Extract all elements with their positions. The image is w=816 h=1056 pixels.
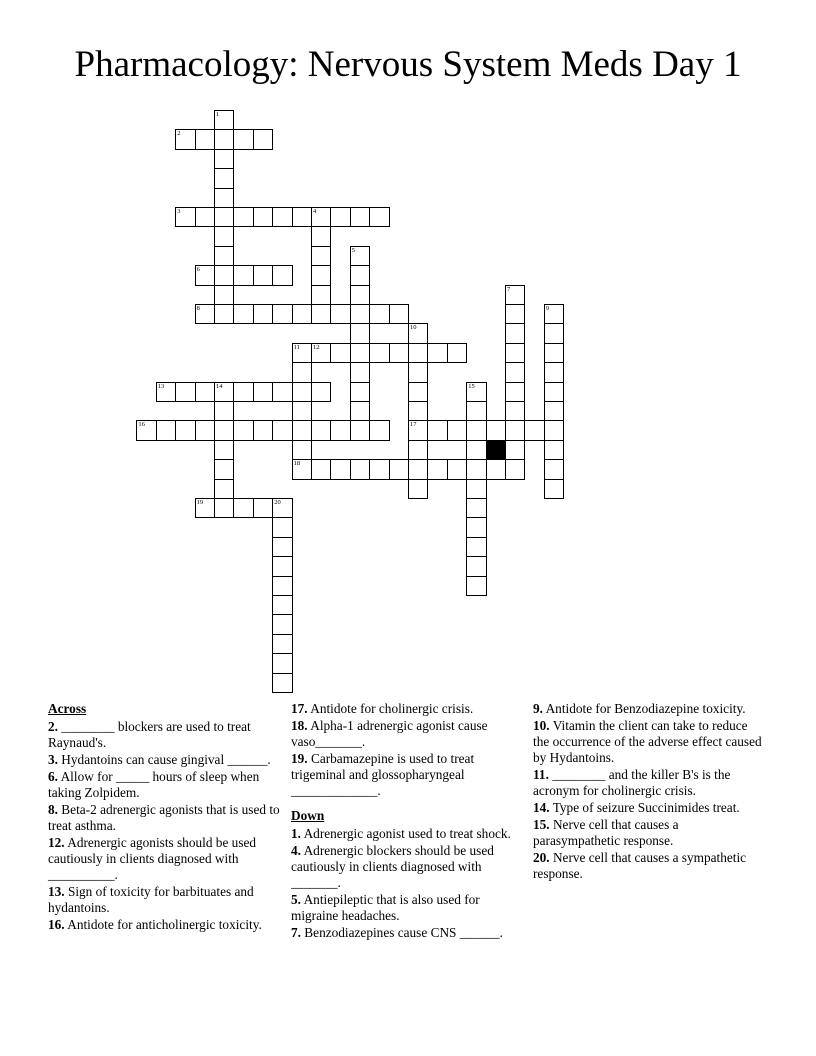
grid-cell[interactable]	[369, 459, 389, 479]
grid-cell[interactable]	[369, 207, 389, 227]
grid-cell[interactable]	[408, 401, 428, 421]
clue-number-label: 7.	[291, 925, 301, 940]
clue-number: 5	[351, 246, 356, 254]
clue-text: Nerve cell that causes a sympathetic response.	[533, 850, 747, 881]
across-header: Across	[48, 701, 87, 716]
across-clue	[48, 752, 280, 768]
clue-number-label: 9.	[533, 701, 543, 716]
grid-cell[interactable]	[233, 129, 253, 149]
grid-cell[interactable]	[505, 401, 525, 421]
clue-text: Benzodiazepines cause CNS ______.	[300, 925, 503, 940]
grid-cell[interactable]	[214, 207, 234, 227]
clue-number-label: 18.	[291, 718, 308, 733]
across-clue	[48, 769, 280, 801]
down-clue	[533, 701, 765, 717]
across-clue	[48, 835, 280, 883]
down-clue	[291, 925, 523, 941]
down-clue	[533, 767, 765, 799]
clue-number: 3	[177, 208, 181, 215]
grid-cell[interactable]	[447, 459, 467, 479]
across-clue	[291, 718, 523, 750]
grid-cell[interactable]	[214, 168, 234, 188]
grid-cell[interactable]	[544, 479, 564, 499]
clue-number-label: 16.	[48, 917, 65, 932]
grid-cell[interactable]	[253, 207, 273, 227]
grid-cell[interactable]	[214, 246, 234, 266]
clue-number-label: 17.	[291, 701, 308, 716]
down-clue	[533, 850, 765, 882]
grid-cell[interactable]	[369, 343, 389, 363]
grid-cell[interactable]	[175, 420, 195, 440]
clue-number: 4	[313, 208, 317, 215]
clue-number-label: 19.	[291, 751, 308, 766]
grid-cell[interactable]	[214, 285, 234, 305]
grid-cell[interactable]	[272, 576, 292, 596]
grid-cell[interactable]	[233, 265, 253, 285]
clue-text: Allow for _____ hours of sleep when taking Zolpidem.	[48, 769, 260, 800]
clue-number: 16	[138, 421, 145, 429]
grid-cell[interactable]	[233, 207, 253, 227]
clue-number: 20	[274, 499, 281, 506]
clue-number: 1	[216, 111, 220, 118]
grid-cell[interactable]	[195, 420, 215, 440]
grid-cell[interactable]	[544, 382, 564, 402]
grid-cell[interactable]	[292, 362, 312, 382]
grid-cell[interactable]	[311, 304, 331, 324]
grid-cell[interactable]	[544, 459, 564, 479]
grid-cell[interactable]	[292, 304, 312, 324]
grid-cell[interactable]	[253, 304, 273, 324]
grid-cell[interactable]	[214, 265, 234, 285]
clue-number: 17	[410, 421, 417, 429]
grid-cell[interactable]	[408, 459, 428, 479]
clues-column-1	[48, 701, 280, 934]
clue-number-label: 1.	[291, 826, 301, 841]
down-clue	[533, 718, 765, 766]
grid-cell[interactable]	[408, 479, 428, 499]
grid-cell[interactable]	[292, 343, 312, 363]
grid-cell[interactable]	[292, 401, 312, 421]
grid-cell[interactable]	[175, 129, 195, 149]
grid-cell[interactable]	[544, 440, 564, 460]
grid-cell[interactable]	[505, 285, 525, 305]
grid-cell[interactable]	[369, 420, 389, 440]
clue-number-label: 20.	[533, 850, 550, 865]
grid-cell[interactable]	[253, 420, 273, 440]
clue-text: ________ blockers are used to treat Raynaud's.	[48, 719, 251, 750]
grid-cell[interactable]	[466, 420, 486, 440]
grid-cell[interactable]	[311, 285, 331, 305]
clue-text: ________ and the killer B's is the acronym for cholinergic crisis.	[533, 767, 731, 798]
grid-cell[interactable]	[350, 420, 370, 440]
across-clue	[291, 701, 523, 717]
grid-cell[interactable]	[408, 440, 428, 460]
grid-cell[interactable]	[505, 440, 525, 460]
grid-cell[interactable]	[311, 246, 331, 266]
grid-cell[interactable]	[272, 595, 292, 615]
across-clue	[48, 884, 280, 916]
grid-cell[interactable]	[350, 382, 370, 402]
grid-cell[interactable]	[214, 304, 234, 324]
grid-cell[interactable]	[486, 420, 506, 440]
grid-cell[interactable]	[544, 304, 564, 324]
grid-cell[interactable]	[214, 479, 234, 499]
clue-text: Antidote for Benzodiazepine toxicity.	[542, 701, 746, 716]
grid-cell[interactable]	[195, 382, 215, 402]
grid-cell[interactable]	[253, 129, 273, 149]
clue-number: 6	[196, 266, 200, 274]
clue-number: 8	[196, 305, 200, 312]
grid-cell[interactable]	[544, 420, 564, 440]
grid-cell[interactable]	[272, 498, 292, 518]
clue-number-label: 12.	[48, 835, 65, 850]
grid-cell[interactable]	[272, 420, 292, 440]
clue-text: Type of seizure Succinimides treat.	[549, 800, 740, 815]
grid-cell[interactable]	[292, 440, 312, 460]
grid-cell[interactable]	[272, 304, 292, 324]
grid-cell[interactable]	[544, 323, 564, 343]
grid-cell[interactable]	[272, 537, 292, 557]
grid-cell[interactable]	[505, 459, 525, 479]
grid-cell[interactable]	[466, 537, 486, 557]
grid-cell[interactable]	[272, 556, 292, 576]
grid-cell[interactable]	[214, 226, 234, 246]
clue-number-label: 11.	[533, 767, 549, 782]
grid-cell[interactable]	[447, 343, 467, 363]
grid-cell[interactable]	[233, 382, 253, 402]
clue-number-label: 5.	[291, 892, 301, 907]
clues-column-2	[291, 701, 523, 942]
grid-cell[interactable]	[350, 459, 370, 479]
grid-cell[interactable]	[505, 382, 525, 402]
grid-cell[interactable]	[330, 304, 350, 324]
clue-number-label: 13.	[48, 884, 65, 899]
clue-number-label: 6.	[48, 769, 58, 784]
clue-number: 13	[157, 382, 165, 390]
grid-cell[interactable]	[311, 226, 331, 246]
grid-cell[interactable]	[214, 440, 234, 460]
grid-cell[interactable]	[466, 459, 486, 479]
grid-cell[interactable]	[214, 498, 234, 518]
grid-cell[interactable]	[408, 343, 428, 363]
clue-number: 9	[545, 305, 550, 312]
grid-cell[interactable]	[214, 459, 234, 479]
grid-cell[interactable]	[486, 459, 506, 479]
grid-cell[interactable]	[350, 304, 370, 324]
grid-cell[interactable]	[466, 382, 486, 402]
clue-text: Adrenergic blockers should be used cautiously in clients diagnosed with _______.	[291, 843, 494, 890]
clue-text: Nerve cell that causes a parasympathetic response.	[533, 817, 679, 848]
clue-text: Antidote for anticholinergic toxicity.	[64, 917, 262, 932]
clue-number: 18	[293, 460, 301, 468]
grid-cell[interactable]	[330, 207, 350, 227]
grid-cell[interactable]	[272, 265, 292, 285]
grid-cell[interactable]	[330, 343, 350, 363]
grid-cell[interactable]	[505, 323, 525, 343]
grid-cell[interactable]	[272, 382, 292, 402]
grid-cell[interactable]	[253, 498, 273, 518]
clue-text: Alpha-1 adrenergic agonist cause vaso_______.	[291, 718, 488, 749]
grid-cell[interactable]	[156, 382, 176, 402]
grid-cell[interactable]	[505, 362, 525, 382]
grid-cell[interactable]	[505, 420, 525, 440]
clue-text: Adrenergic agonists should be used cautiously in clients diagnosed with __________.	[48, 835, 257, 882]
grid-cell[interactable]	[427, 343, 447, 363]
grid-cell[interactable]	[544, 343, 564, 363]
across-clue	[48, 719, 280, 751]
grid-cell[interactable]	[427, 459, 447, 479]
grid-cell[interactable]	[272, 634, 292, 654]
down-clue	[291, 892, 523, 924]
grid-cell[interactable]	[311, 459, 331, 479]
grid-cell[interactable]	[408, 323, 428, 343]
grid-cell[interactable]	[272, 673, 292, 693]
grid-cell[interactable]	[253, 265, 273, 285]
grid-cell[interactable]	[350, 285, 370, 305]
grid-cell[interactable]	[350, 343, 370, 363]
grid-cell[interactable]	[466, 401, 486, 421]
grid-cell[interactable]	[389, 459, 409, 479]
grid-cell[interactable]	[214, 420, 234, 440]
grid-cell[interactable]	[466, 440, 486, 460]
grid-cell[interactable]	[447, 420, 467, 440]
grid-cell[interactable]	[272, 517, 292, 537]
clue-number-label: 14.	[533, 800, 550, 815]
grid-cell[interactable]	[214, 382, 234, 402]
grid-cell[interactable]	[466, 576, 486, 596]
grid-cell[interactable]	[195, 265, 215, 285]
grid-cell[interactable]	[292, 207, 312, 227]
grid-cell[interactable]	[233, 498, 253, 518]
grid-cell[interactable]	[466, 479, 486, 499]
grid-cell[interactable]	[544, 362, 564, 382]
grid-cell[interactable]	[195, 207, 215, 227]
grid-cell[interactable]	[350, 323, 370, 343]
grid-cell[interactable]	[195, 129, 215, 149]
clue-number-label: 4.	[291, 843, 301, 858]
grid-cell[interactable]	[408, 420, 428, 440]
page-title: Pharmacology: Nervous System Meds Day 1	[74, 44, 742, 85]
grid-cell[interactable]	[350, 207, 370, 227]
grid-cell[interactable]	[214, 129, 234, 149]
black-square	[486, 440, 506, 460]
clue-text: Antiepileptic that is also used for migraine headaches.	[291, 892, 480, 923]
grid-cell[interactable]	[233, 304, 253, 324]
grid-cell[interactable]	[466, 498, 486, 518]
grid-cell[interactable]	[505, 343, 525, 363]
grid-cell[interactable]	[311, 265, 331, 285]
grid-cell[interactable]	[292, 459, 312, 479]
grid-cell[interactable]	[195, 498, 215, 518]
clue-number-label: 10.	[533, 718, 550, 733]
grid-cell[interactable]	[408, 362, 428, 382]
grid-cell[interactable]	[389, 304, 409, 324]
grid-cell[interactable]	[272, 614, 292, 634]
down-clue	[533, 800, 765, 816]
grid-cell[interactable]	[466, 556, 486, 576]
grid-cell[interactable]	[350, 246, 370, 266]
grid-cell[interactable]	[466, 517, 486, 537]
clue-text: Carbamazepine is used to treat trigeminal and glossopharyngeal _____________.	[291, 751, 475, 798]
clue-number-label: 15.	[533, 817, 550, 832]
across-clue	[48, 917, 280, 933]
clue-text: Vitamin the client can take to reduce the occurrence of the adverse effect caused by Hydantoins.	[533, 718, 762, 765]
grid-cell[interactable]	[233, 420, 253, 440]
down-header: Down	[291, 808, 325, 823]
clue-number: 10	[410, 324, 417, 332]
clue-number: 12	[313, 343, 320, 351]
grid-cell[interactable]	[214, 401, 234, 421]
down-clue	[291, 826, 523, 842]
clue-text: Antidote for cholinergic crisis.	[307, 701, 474, 716]
grid-cell[interactable]	[253, 382, 273, 402]
clue-number-label: 8.	[48, 802, 58, 817]
grid-cell[interactable]	[311, 343, 331, 363]
clue-number: 19	[196, 499, 204, 506]
down-clue	[533, 817, 765, 849]
grid-cell[interactable]	[311, 420, 331, 440]
clue-number: 14	[216, 382, 223, 390]
grid-cell[interactable]	[350, 362, 370, 382]
clue-text: Adrenergic agonist used to treat shock.	[300, 826, 511, 841]
grid-cell[interactable]	[214, 110, 234, 130]
clue-number-label: 3.	[48, 752, 58, 767]
clue-text: Beta-2 adrenergic agonists that is used to treat asthma.	[48, 802, 280, 833]
grid-cell[interactable]	[369, 304, 389, 324]
clue-text: Hydantoins can cause gingival ______.	[57, 752, 271, 767]
grid-cell[interactable]	[408, 382, 428, 402]
down-clue	[291, 843, 523, 891]
grid-cell[interactable]	[350, 265, 370, 285]
clue-number-label: 2.	[48, 719, 58, 734]
grid-cell[interactable]	[272, 207, 292, 227]
clue-number: 15	[468, 382, 475, 390]
grid-cell[interactable]	[330, 459, 350, 479]
grid-cell[interactable]	[389, 343, 409, 363]
grid-cell[interactable]	[292, 382, 312, 402]
grid-cell[interactable]	[175, 207, 195, 227]
grid-cell[interactable]	[427, 420, 447, 440]
grid-cell[interactable]	[214, 149, 234, 169]
grid-cell[interactable]	[136, 420, 156, 440]
clues-column-3	[533, 701, 765, 883]
grid-cell[interactable]	[292, 420, 312, 440]
clue-number: 2	[177, 130, 181, 138]
clue-number: 11	[293, 343, 300, 351]
grid-cell[interactable]	[311, 207, 331, 227]
grid-cell[interactable]	[544, 401, 564, 421]
grid-cell[interactable]	[195, 304, 215, 324]
grid-cell[interactable]	[272, 653, 292, 673]
grid-cell[interactable]	[156, 420, 176, 440]
grid-cell[interactable]	[505, 304, 525, 324]
across-clue	[48, 802, 280, 834]
grid-cell[interactable]	[214, 188, 234, 208]
clue-text: Sign of toxicity for barbituates and hydantoins.	[48, 884, 254, 915]
grid-cell[interactable]	[311, 382, 331, 402]
clue-number: 7	[507, 285, 511, 293]
grid-cell[interactable]	[330, 420, 350, 440]
grid-cell[interactable]	[175, 382, 195, 402]
across-clue	[291, 751, 523, 799]
grid-cell[interactable]	[524, 420, 544, 440]
grid-cell[interactable]	[350, 401, 370, 421]
